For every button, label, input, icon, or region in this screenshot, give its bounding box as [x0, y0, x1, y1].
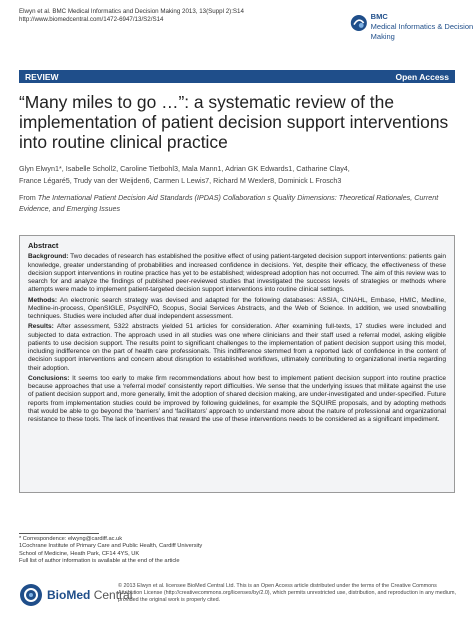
- abstract-heading: Abstract: [28, 241, 59, 250]
- results-text: After assessment, 5322 abstracts yielded 51 articles for consideration. After examining full-texts, 17 studies were included and subjected to data extraction. The approach used in all studies was one where clinicians and their staff used a referral model, asking eligible patients to use decision support. The results point to significant challenges to the implementation of patient decision support using this model, including indifference on the part of health care professionals. This indifference stemmed from a reported lack of confidence in the content of decision support interventions and concern about disruption to established workflows, ultimately contributing to organizational inertia regarding their adoption.: [28, 323, 446, 372]
- background-text: Two decades of research has established the positive effect of using patient-targeted decision support interventions: patients gain knowledge, greater understanding of probabilities and increased confidence in decisions. Yet, despite their efficacy, the effectiveness of these decision support interventions in routine practice has yet to be established; widespread adoption has not occurred. The aim of this review was to search for and analyze the findings of published peer-reviewed studies that investigated the success levels of strategies or methods where attempts were made to implement patient-targeted decision support interventions into routine clinical settings.: [28, 253, 446, 294]
- citation-url[interactable]: http://www.biomedcentral.com/1472-6947/13/S2/S14: [19, 16, 164, 23]
- bmc-logo-icon: [350, 12, 368, 34]
- publisher-name-light: Central: [93, 588, 133, 602]
- article-title: “Many miles to go …”: a systematic review of the implementation of patient decision support interventions into routine clinical practice: [19, 92, 449, 152]
- publisher-logo: [19, 583, 132, 607]
- abstract-box: [19, 235, 455, 493]
- journal-name: Medical Informatics & Decision Making: [370, 22, 474, 41]
- footnotes: [19, 536, 202, 565]
- author-info-note: Full list of author information is available at the end of the article: [19, 557, 180, 564]
- abstract-background: [28, 253, 446, 294]
- license-text: © 2013 Elwyn et al. licensee BioMed Central Ltd. This is an Open Access article distributed under the terms of the Creative Commons Attribution License (http://creativecommons.org/licenses/by/2.0), which permits unrestricted use, distribution, and reproduction in any medium, provided the original work is properly cited.: [118, 583, 456, 603]
- citation: [19, 8, 244, 24]
- results-label: Results:: [28, 323, 54, 331]
- conclusions-text: It seems too early to make firm recommendations about how best to implement patient decision support into routine practice because approaches that use a ‘referral model’ consistently report difficulties. We sense that the underlying issues that militate against the use of patient decision support and, more generally, limit the adoption of shared decision making, are under-investigated and under-specified. Future reports from implementation studies could be improved by following guidelines, for example the SQUIRE proposals, and by adopting methods that would be able to go beyond the ‘barriers’ and ‘facilitators’ approach to understand more about the nature of professional and organizational resistance to these tools. The lack of incentives that reward the use of these interventions needs to be considered as a significant impediment.: [28, 374, 446, 423]
- open-access-label: Open Access: [395, 71, 449, 82]
- article-type: REVIEW: [25, 71, 59, 82]
- abstract-conclusions: [28, 375, 446, 425]
- supplement-source: [19, 193, 459, 214]
- from-label: From: [19, 193, 36, 202]
- footnote-divider: [19, 533, 99, 534]
- citation-line1: Elwyn et al. BMC Medical Informatics and Decision Making 2013, 13(Suppl 2):S14: [19, 8, 244, 15]
- journal-name-short: BMC: [370, 12, 388, 21]
- from-text: The International Patient Decision Aid Standards (IPDAS) Collaboration s Quality Dimensions: Theoretical Rationales, Current Evidence, and Emerging Issues: [19, 193, 439, 213]
- affiliation-address: School of Medicine, Heath Park, CF14 4YS, UK: [19, 550, 140, 557]
- article-type-ribbon: [19, 70, 455, 83]
- author-line: France Légaré5, Trudy van der Weijden6, Carmen L Lewis7, Richard M Wexler8, Dominick L Frosch3: [19, 175, 342, 185]
- publisher-name-bold: BioMed: [47, 588, 91, 602]
- correspondence[interactable]: * Correspondence: elwyng@cardiff.ac.uk: [19, 536, 123, 542]
- affiliation: 1Cochrane Institute of Primary Care and Public Health, Cardiff University: [19, 543, 203, 550]
- abstract-methods: [28, 297, 446, 322]
- abstract-results: [28, 323, 446, 373]
- author-list: [19, 163, 459, 186]
- journal-brand: [350, 12, 474, 42]
- biomed-central-logo-icon: [19, 583, 43, 607]
- methods-label: Methods:: [28, 296, 58, 304]
- methods-text: An electronic search strategy was devised and adapted for the following databases: ASSIA, CINAHL, Embase, HMIC, Medline, Medline-in-process, OpenSIGLE, PsycINFO, Scopus, Social Services Abstracts, and the Web of Science. In addition, we used snowballing techniques. Studies were included after dual independent assessment.: [28, 296, 446, 320]
- author-line: Glyn Elwyn1*, Isabelle Scholl2, Caroline Tietbohl3, Mala Mann1, Adrian GK Edwards1, Catharine Clay4,: [19, 164, 350, 173]
- background-label: Background:: [28, 253, 69, 261]
- conclusions-label: Conclusions:: [28, 374, 70, 382]
